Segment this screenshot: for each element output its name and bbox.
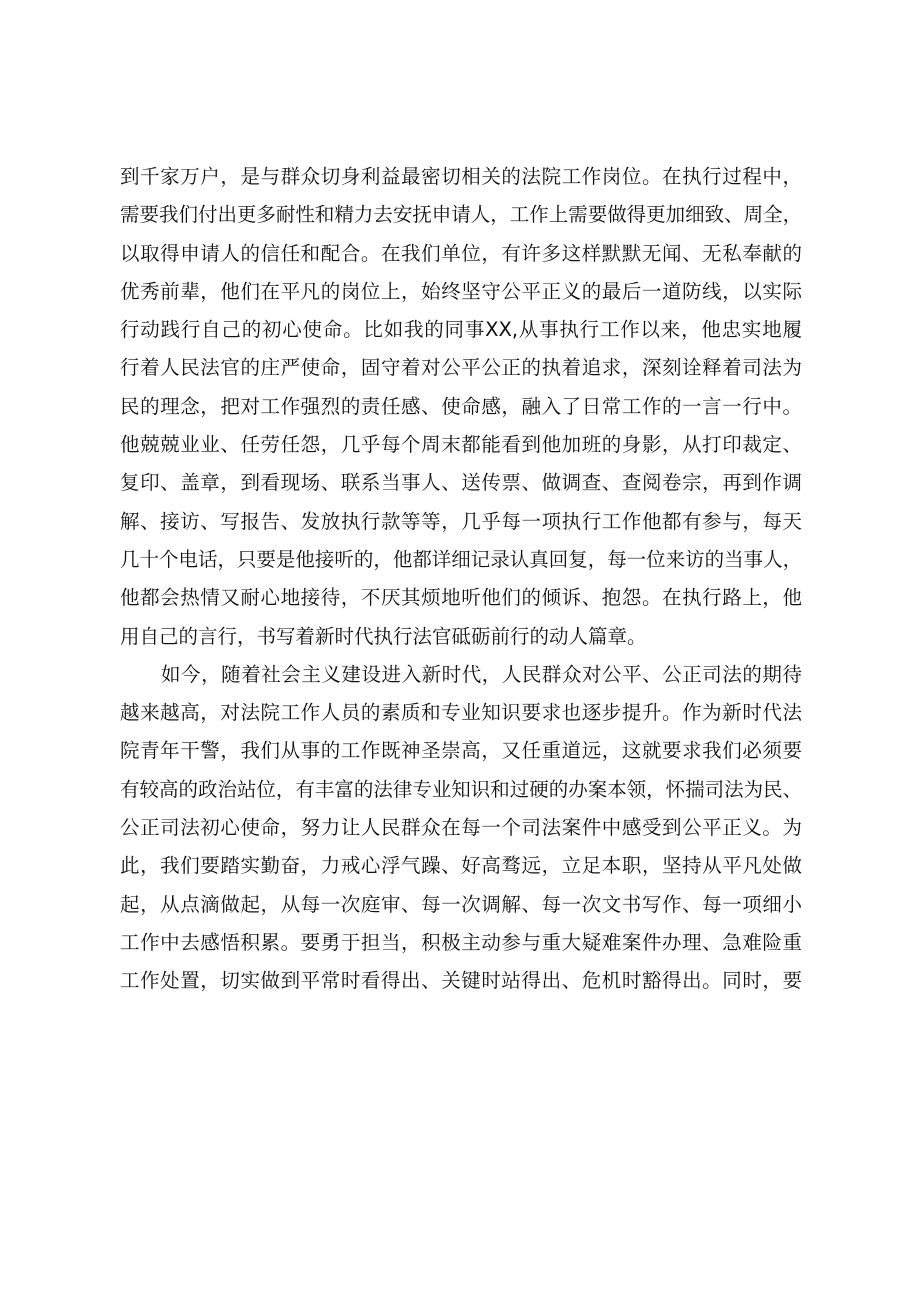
paragraph-2-line-7: 起，从点滴做起，从每一次庭审、每一次调解、每一次文书写作、每一项细小 bbox=[120, 892, 802, 916]
paragraph-1-line-2: 需要我们付出更多耐性和精力去安抚申请人，工作上需要做得更加细致、周全， bbox=[120, 203, 802, 227]
paragraph-1-line-13: 用自己的言行，书写着新时代执行法官砥砺前行的动人篇章。 bbox=[120, 624, 647, 648]
paragraph-2-line-6: 此，我们要踏实勤奋，力戒心浮气躁、好高骛远，立足本职，坚持从平凡处做 bbox=[120, 854, 802, 878]
paragraph-1-line-5: 行动践行自己的初心使命。比如我的同事XX,从事执行工作以来，他忠实地履 bbox=[120, 318, 802, 342]
paragraph-2-line-9: 工作处置，切实做到平常时看得出、关键时站得出、危机时豁得出。同时，要 bbox=[120, 969, 802, 993]
paragraph-1-line-7: 民的理念，把对工作强烈的责任感、使命感，融入了日常工作的一言一行中。 bbox=[120, 394, 802, 418]
paragraph-1-line-6: 行着人民法官的庄严使命，固守着对公平公正的执着追求，深刻诠释着司法为 bbox=[120, 356, 802, 380]
document-body bbox=[120, 158, 802, 1001]
paragraph-2-line-5: 公正司法初心使命，努力让人民群众在每一个司法案件中感受到公平正义。为 bbox=[120, 816, 802, 840]
paragraph-2-line-1: 如今，随着社会主义建设进入新时代，人民群众对公平、公正司法的期待 bbox=[161, 662, 802, 686]
paragraph-1-line-12: 他都会热情又耐心地接待，不厌其烦地听他们的倾诉、抱怨。在执行路上，他 bbox=[120, 586, 802, 610]
paragraph-1-line-9: 复印、盖章，到看现场、联系当事人、送传票、做调查、查阅卷宗，再到作调 bbox=[120, 471, 802, 495]
paragraph-2-line-4: 有较高的政治站位，有丰富的法律专业知识和过硬的办案本领，怀揣司法为民、 bbox=[120, 777, 802, 801]
paragraph-1 bbox=[120, 158, 802, 656]
paragraph-2 bbox=[120, 656, 802, 1001]
paragraph-1-line-4: 优秀前辈，他们在平凡的岗位上，始终坚守公平正义的最后一道防线，以实际 bbox=[120, 279, 802, 303]
paragraph-2-line-8: 工作中去感悟积累。要勇于担当，积极主动参与重大疑难案件办理、急难险重 bbox=[120, 930, 802, 954]
paragraph-1-line-8: 他兢兢业业、任劳任怨，几乎每个周末都能看到他加班的身影，从打印裁定、 bbox=[120, 433, 802, 457]
paragraph-2-line-2: 越来越高，对法院工作人员的素质和专业知识要求也逐步提升。作为新时代法 bbox=[120, 701, 802, 725]
paragraph-2-line-3: 院青年干警，我们从事的工作既神圣崇高，又任重道远，这就要求我们必须要 bbox=[120, 739, 802, 763]
paragraph-1-line-11: 几十个电话，只要是他接听的，他都详细记录认真回复，每一位来访的当事人， bbox=[120, 547, 802, 571]
paragraph-1-line-10: 解、接访、写报告、发放执行款等等，几乎每一项执行工作他都有参与，每天 bbox=[120, 509, 802, 533]
paragraph-1-line-3: 以取得申请人的信任和配合。在我们单位，有许多这样默默无闻、无私奉献的 bbox=[120, 241, 802, 265]
paragraph-1-line-1: 到千家万户，是与群众切身利益最密切相关的法院工作岗位。在执行过程中， bbox=[120, 165, 802, 188]
